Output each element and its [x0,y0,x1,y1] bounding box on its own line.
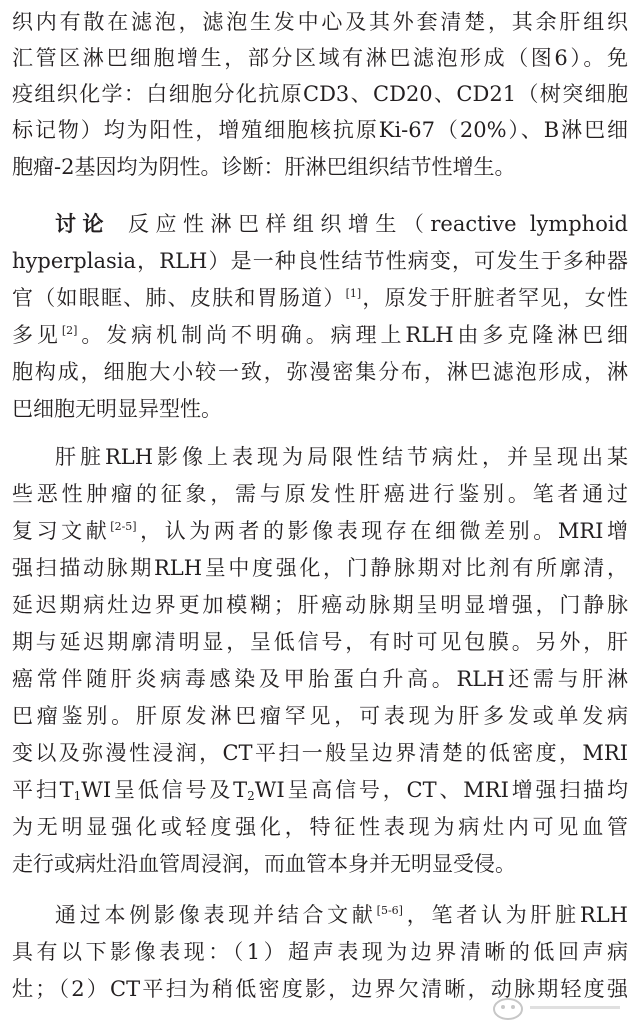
text-segment: 官（如眼眶、肺、皮肤和胃肠道） [12,286,346,310]
paragraph-line: 汇管区淋巴细胞增生，部分区域有淋巴滤泡形成（图6）。免 [12,46,628,70]
citation-ref: [2-5] [110,520,137,533]
citation-ref: [2] [61,324,78,337]
text-segment: 多见 [12,323,62,347]
subscript: 2 [247,789,255,803]
text-segment: WI呈高信号，CT、MRI增强扫描均 [254,778,628,802]
paragraph-line [12,281,628,315]
paragraph-line [12,898,628,932]
paragraph-line: 变以及弥漫性浸润，CT平扫一般呈边界清楚的低密度，MRI [12,741,628,765]
text-segment: ，原发于肝脏者罕见，女性 [361,286,628,310]
paragraph-line: 肝脏RLH影像上表现为局限性结节病灶，并呈现出某 [55,445,628,469]
paragraph-line: 标记物）均为阳性，增殖细胞核抗原Ki-67（20%）、B淋巴细 [12,118,628,142]
paragraph-line: 织内有散在滤泡，滤泡生发中心及其外套清楚，其余肝组织 [12,10,628,34]
text-segment: 。发病机制尚不明确。病理上RLH由多克隆淋巴细 [77,323,628,347]
text-segment: ，笔者认为肝脏RLH [402,903,628,927]
paragraph-line: 些恶性肿瘤的征象，需与原发性肝癌进行鉴别。笔者通过 [12,482,628,506]
paragraph-line: 走行或病灶沿血管周浸润，而血管本身并无明显受侵。 [12,852,516,876]
paragraph-line: 巴细胞无明显异型性。 [12,397,222,421]
paragraph-line: 癌常伴随肝炎病毒感染及甲胎蛋白升高。RLH还需与肝淋 [12,667,628,691]
discussion-heading: 讨论 [55,212,110,236]
text-segment: ，认为两者的影像表现存在细微差别。MRI增 [136,519,628,543]
discussion-first-line [12,207,628,241]
paragraph-line [12,318,628,352]
paragraph-line: 灶；（2）CT平扫为稍低密度影，边界欠清晰，动脉期轻度强 [12,977,628,1001]
paragraph-line: 巴瘤鉴别。肝原发淋巴瘤罕见，可表现为肝多发或单发病 [12,704,628,728]
paragraph-line [12,514,628,548]
paragraph-line: 强扫描动脉期RLH呈中度强化，门静脉期对比剂有所廓清， [12,556,628,580]
paragraph-line: 具有以下影像表现：（1）超声表现为边界清晰的低回声病 [12,940,628,964]
paragraph-line: 期与延迟期廓清明显，呈低信号，有时可见包膜。另外，肝 [12,630,628,654]
citation-ref: [1] [345,287,362,300]
text-segment: 复习文献 [12,519,111,543]
paragraph-line: 为无明显强化或轻度强化，特征性表现为病灶内可见血管 [12,815,628,839]
paragraph-line: hyperplasia，RLH）是一种良性结节性病变，可发生于多种器 [12,249,628,273]
text-segment: WI呈低信号及T [81,778,248,802]
paragraph-line: 胞瘤-2基因均为阴性。诊断：肝淋巴组织结节性增生。 [12,155,516,179]
subscript: 1 [73,789,82,803]
citation-ref: [5-6] [376,904,403,917]
discussion-text: 反应性淋巴样组织增生（reactive lymphoid [127,212,628,236]
text-segment: 通过本例影像表现并结合文献 [55,903,377,927]
paragraph-line [12,773,628,807]
watermark-logo [488,994,628,1024]
text-segment: 平扫T [12,778,74,802]
paragraph-line: 胞构成，细胞大小较一致，弥漫密集分布，淋巴滤泡形成，淋 [12,360,628,384]
paragraph-line: 疫组织化学：白细胞分化抗原CD3、CD20、CD21（树突细胞 [12,82,628,106]
paragraph-line: 延迟期病灶边界更加模糊；肝癌动脉期呈明显增强，门静脉 [12,593,628,617]
